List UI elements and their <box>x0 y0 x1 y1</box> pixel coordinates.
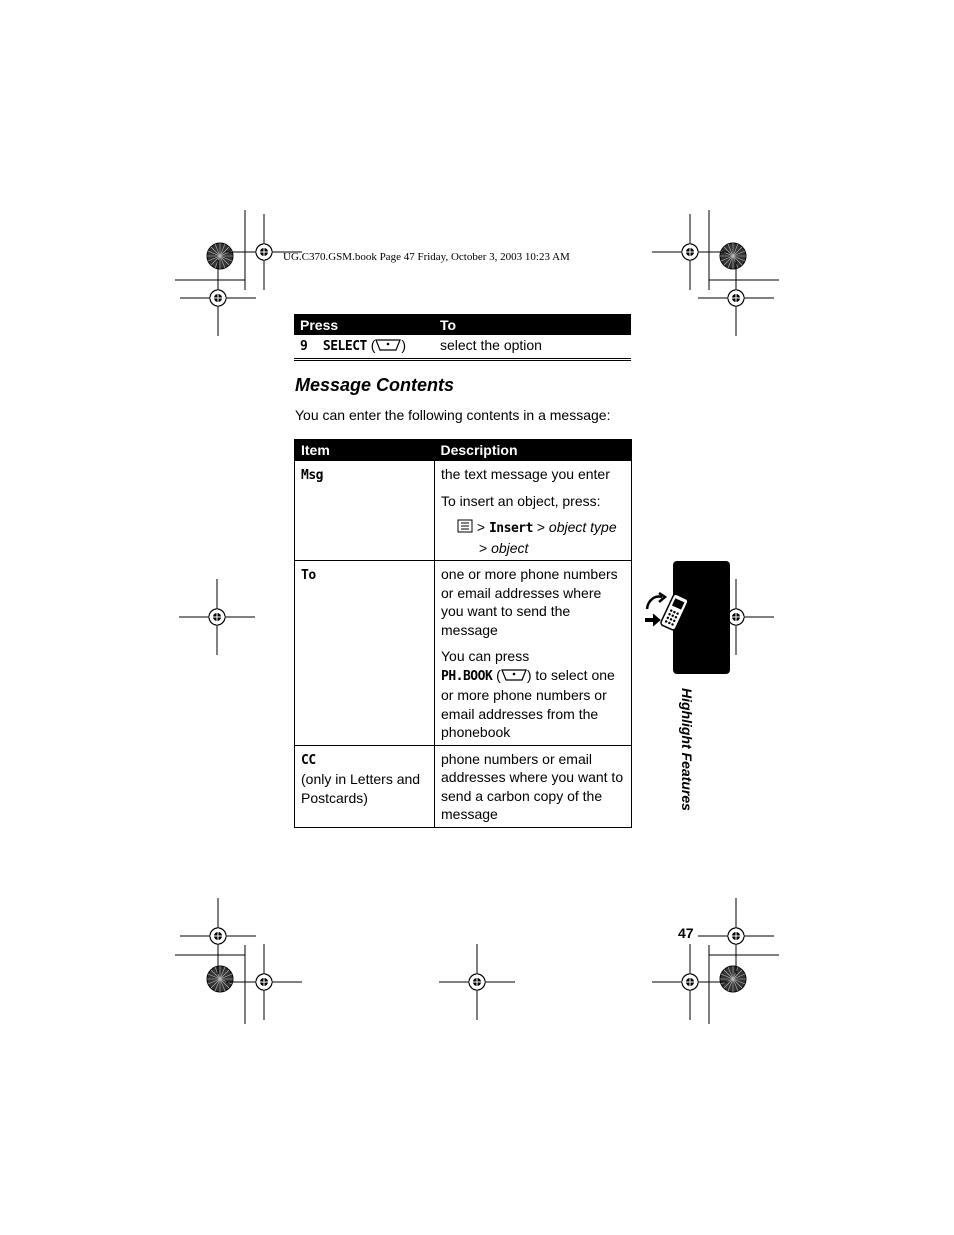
insert-menu-label: Insert <box>488 521 533 536</box>
table-rule <box>294 358 631 359</box>
contents-table-header <box>295 439 632 461</box>
item-cell <box>295 561 435 746</box>
to-description: one or more phone numbers or email addresses where you want to send the message <box>441 566 618 638</box>
contents-table <box>294 439 632 828</box>
description-cell <box>435 461 632 561</box>
to-item-label: To <box>301 568 316 583</box>
item-cell <box>295 745 435 827</box>
phone-messaging-icon <box>644 589 690 635</box>
press-table <box>294 314 631 361</box>
cc-item-note: (only in Letters and Postcards) <box>301 771 421 806</box>
press-table-header <box>294 314 631 335</box>
table-row <box>295 561 632 746</box>
print-header: UG.C370.GSM.book Page 47 Friday, October 3, 2003 10:23 AM <box>283 251 570 263</box>
close-paren: ) <box>401 337 407 353</box>
to-column-header: To <box>434 314 631 335</box>
item-cell <box>295 461 435 561</box>
table-row <box>295 461 632 561</box>
table-row <box>294 335 631 360</box>
path-separator: > <box>532 519 549 535</box>
msg-menu-path <box>441 518 625 539</box>
chapter-label: Highlight Features <box>679 688 695 811</box>
section-title: Message Contents <box>295 375 455 395</box>
path-separator: > <box>479 539 492 556</box>
msg-description: the text message you enter <box>441 466 610 482</box>
description-cell <box>435 561 632 746</box>
open-paren: ( <box>370 337 376 353</box>
intro-text: You can enter the following contents in a message: <box>295 407 611 423</box>
instruction-text: You can press <box>441 648 530 664</box>
path-separator: > <box>473 519 489 535</box>
instruction-text: ) to select one or more phone numbers or email addresses from the phonebook <box>441 666 615 740</box>
cc-item-label: CC <box>301 752 316 768</box>
soft-key-icon <box>501 669 527 681</box>
page-number: 47 <box>678 925 694 941</box>
object-label: object <box>491 539 529 556</box>
table-row <box>295 745 632 827</box>
msg-item-label: Msg <box>301 468 323 483</box>
description-cell: phone numbers or email addresses where you want to send a carbon copy of the message <box>435 745 632 827</box>
select-key-label: SELECT <box>322 339 367 354</box>
open-paren: ( <box>492 666 501 683</box>
soft-key-icon <box>375 339 401 351</box>
description-column-header: Description <box>435 439 632 461</box>
press-cell <box>294 335 434 360</box>
phbook-key-label: PH.BOOK <box>441 668 493 684</box>
press-column-header: Press <box>294 314 434 335</box>
object-type-label: object type <box>548 519 617 535</box>
step-number: 9 <box>300 339 308 354</box>
to-phonebook-instruction <box>441 647 625 742</box>
msg-menu-path-cont <box>441 539 625 558</box>
msg-insert-instruction: To insert an object, press: <box>441 492 601 509</box>
menu-key-icon <box>457 519 473 533</box>
action-cell: select the option <box>434 335 631 360</box>
item-column-header: Item <box>295 439 435 461</box>
